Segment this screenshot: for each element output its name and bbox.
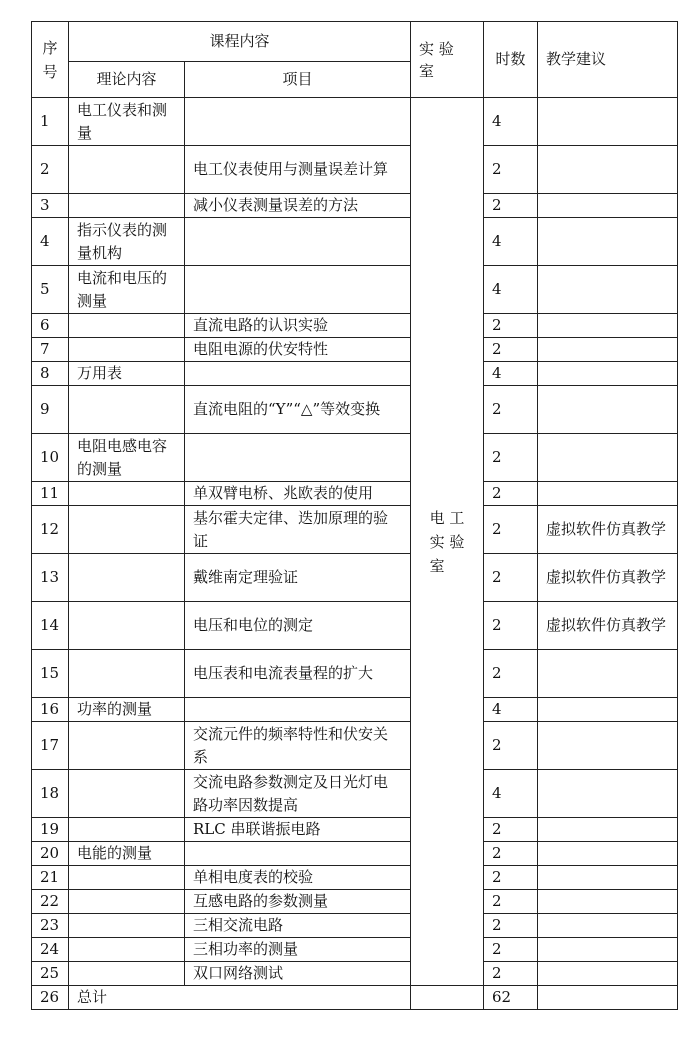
advice-cell	[538, 386, 678, 434]
advice-cell	[538, 434, 678, 482]
advice-cell	[538, 98, 678, 146]
theory-cell	[69, 722, 185, 770]
project-cell	[185, 842, 411, 866]
row-number: 22	[32, 890, 69, 914]
advice-cell	[538, 818, 678, 842]
row-number: 10	[32, 434, 69, 482]
advice-cell	[538, 890, 678, 914]
theory-cell	[69, 962, 185, 986]
table-row	[32, 554, 678, 602]
hours-cell: 2	[484, 938, 538, 962]
header-advice: 教学建议	[538, 22, 678, 98]
hours-cell: 2	[484, 818, 538, 842]
advice-cell	[538, 914, 678, 938]
header-project: 项目	[185, 62, 411, 98]
theory-cell	[69, 650, 185, 698]
table-row	[32, 698, 678, 722]
theory-cell	[69, 506, 185, 554]
advice-cell	[538, 146, 678, 194]
advice-cell	[538, 962, 678, 986]
table-row	[32, 770, 678, 818]
header-course-content: 课程内容	[69, 22, 411, 62]
table-row	[32, 314, 678, 338]
theory-cell	[69, 554, 185, 602]
theory-cell	[69, 482, 185, 506]
table-row	[32, 962, 678, 986]
hours-cell: 2	[484, 554, 538, 602]
project-cell: 三相功率的测量	[185, 938, 411, 962]
hours-cell: 2	[484, 506, 538, 554]
header-seq: 序 号	[32, 22, 69, 98]
project-cell: 单相电度表的校验	[185, 866, 411, 890]
hours-cell: 4	[484, 362, 538, 386]
row-number: 8	[32, 362, 69, 386]
project-cell: 双口网络测试	[185, 962, 411, 986]
total-hours: 62	[484, 986, 538, 1010]
table-row	[32, 98, 678, 146]
row-number: 21	[32, 866, 69, 890]
hours-cell: 2	[484, 434, 538, 482]
row-number: 11	[32, 482, 69, 506]
table-row	[32, 842, 678, 866]
course-table	[31, 21, 678, 1010]
row-number: 18	[32, 770, 69, 818]
project-cell: 直流电阻的“Y”“△”等效变换	[185, 386, 411, 434]
row-number: 20	[32, 842, 69, 866]
total-row	[32, 986, 678, 1010]
project-cell: 交流电路参数测定及日光灯电路功率因数提高	[185, 770, 411, 818]
advice-cell	[538, 938, 678, 962]
theory-cell	[69, 938, 185, 962]
theory-cell: 电阻电感电容的测量	[69, 434, 185, 482]
table-row	[32, 386, 678, 434]
row-number: 3	[32, 194, 69, 218]
row-number: 13	[32, 554, 69, 602]
hours-cell: 2	[484, 866, 538, 890]
hours-cell: 2	[484, 314, 538, 338]
hours-cell: 2	[484, 602, 538, 650]
theory-cell: 电流和电压的测量	[69, 266, 185, 314]
advice-cell	[538, 770, 678, 818]
project-cell: 电工仪表使用与测量误差计算	[185, 146, 411, 194]
table-row	[32, 866, 678, 890]
total-advice-cell	[538, 986, 678, 1010]
advice-cell	[538, 722, 678, 770]
theory-cell	[69, 602, 185, 650]
hours-cell: 2	[484, 962, 538, 986]
project-cell: 戴维南定理验证	[185, 554, 411, 602]
row-number: 5	[32, 266, 69, 314]
table-row	[32, 602, 678, 650]
hours-cell: 2	[484, 338, 538, 362]
hours-cell: 2	[484, 650, 538, 698]
theory-cell	[69, 338, 185, 362]
table-body	[32, 98, 678, 1010]
theory-cell	[69, 314, 185, 338]
advice-cell	[538, 482, 678, 506]
advice-cell: 虚拟软件仿真教学	[538, 602, 678, 650]
advice-cell: 虚拟软件仿真教学	[538, 554, 678, 602]
theory-cell: 电能的测量	[69, 842, 185, 866]
table-row	[32, 914, 678, 938]
table-row	[32, 938, 678, 962]
hours-cell: 2	[484, 386, 538, 434]
project-cell: 交流元件的频率特性和伏安关系	[185, 722, 411, 770]
row-number: 17	[32, 722, 69, 770]
advice-cell	[538, 650, 678, 698]
advice-cell	[538, 362, 678, 386]
theory-cell: 功率的测量	[69, 698, 185, 722]
total-lab-cell	[411, 986, 484, 1010]
advice-cell	[538, 314, 678, 338]
project-cell: 电压表和电流表量程的扩大	[185, 650, 411, 698]
total-label: 总计	[69, 986, 411, 1010]
theory-cell	[69, 386, 185, 434]
project-cell	[185, 98, 411, 146]
hours-cell: 2	[484, 842, 538, 866]
hours-cell: 2	[484, 722, 538, 770]
project-cell: 直流电路的认识实验	[185, 314, 411, 338]
row-number: 25	[32, 962, 69, 986]
hours-cell: 4	[484, 698, 538, 722]
advice-cell: 虚拟软件仿真教学	[538, 506, 678, 554]
advice-cell	[538, 866, 678, 890]
project-cell: 三相交流电路	[185, 914, 411, 938]
hours-cell: 2	[484, 914, 538, 938]
project-cell: RLC 串联谐振电路	[185, 818, 411, 842]
hours-cell: 2	[484, 194, 538, 218]
table-row	[32, 434, 678, 482]
table-row	[32, 482, 678, 506]
total-number: 26	[32, 986, 69, 1010]
theory-cell	[69, 890, 185, 914]
row-number: 16	[32, 698, 69, 722]
hours-cell: 4	[484, 770, 538, 818]
lab-cell	[411, 98, 484, 986]
project-cell: 单双臂电桥、兆欧表的使用	[185, 482, 411, 506]
project-cell	[185, 698, 411, 722]
table-row	[32, 338, 678, 362]
row-number: 7	[32, 338, 69, 362]
table-row	[32, 362, 678, 386]
row-number: 2	[32, 146, 69, 194]
theory-cell	[69, 914, 185, 938]
theory-cell: 指示仪表的测量机构	[69, 218, 185, 266]
row-number: 6	[32, 314, 69, 338]
theory-cell	[69, 194, 185, 218]
advice-cell	[538, 194, 678, 218]
row-number: 24	[32, 938, 69, 962]
theory-cell: 电工仪表和测量	[69, 98, 185, 146]
header-hours: 时数	[484, 22, 538, 98]
hours-cell: 4	[484, 218, 538, 266]
header-lab: 实 验 室	[411, 22, 484, 98]
project-cell	[185, 218, 411, 266]
table-row	[32, 890, 678, 914]
theory-cell	[69, 818, 185, 842]
project-cell: 互感电路的参数测量	[185, 890, 411, 914]
project-cell: 基尔霍夫定律、迭加原理的验证	[185, 506, 411, 554]
row-number: 9	[32, 386, 69, 434]
row-number: 1	[32, 98, 69, 146]
project-cell: 减小仪表测量误差的方法	[185, 194, 411, 218]
project-cell: 电阻电源的伏安特性	[185, 338, 411, 362]
advice-cell	[538, 218, 678, 266]
advice-cell	[538, 338, 678, 362]
table-row	[32, 266, 678, 314]
advice-cell	[538, 698, 678, 722]
hours-cell: 2	[484, 482, 538, 506]
row-number: 14	[32, 602, 69, 650]
table-row	[32, 722, 678, 770]
theory-cell	[69, 770, 185, 818]
table-row	[32, 218, 678, 266]
advice-cell	[538, 266, 678, 314]
lab-name: 电 工 实 验 室	[429, 508, 465, 575]
table-row	[32, 194, 678, 218]
project-cell: 电压和电位的测定	[185, 602, 411, 650]
hours-cell: 4	[484, 98, 538, 146]
table-row	[32, 818, 678, 842]
hours-cell: 2	[484, 146, 538, 194]
hours-cell: 4	[484, 266, 538, 314]
table-row	[32, 506, 678, 554]
table-row	[32, 650, 678, 698]
table-row	[32, 146, 678, 194]
row-number: 23	[32, 914, 69, 938]
project-cell	[185, 266, 411, 314]
header-theory: 理论内容	[69, 62, 185, 98]
theory-cell	[69, 146, 185, 194]
advice-cell	[538, 842, 678, 866]
project-cell	[185, 362, 411, 386]
theory-cell	[69, 866, 185, 890]
row-number: 19	[32, 818, 69, 842]
theory-cell: 万用表	[69, 362, 185, 386]
row-number: 15	[32, 650, 69, 698]
project-cell	[185, 434, 411, 482]
row-number: 12	[32, 506, 69, 554]
row-number: 4	[32, 218, 69, 266]
hours-cell: 2	[484, 890, 538, 914]
